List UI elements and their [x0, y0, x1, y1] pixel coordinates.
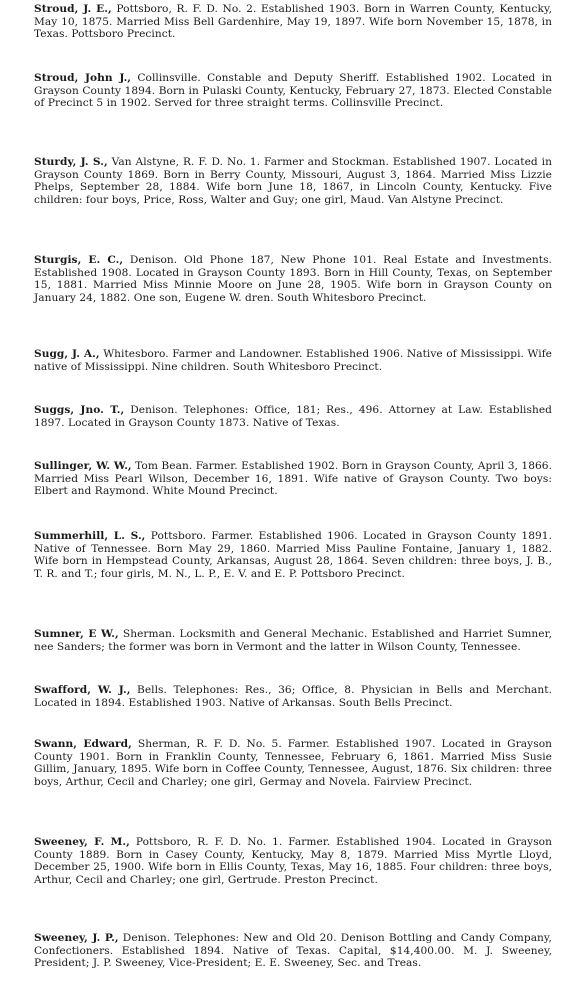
entry-text: Denison. Telephones: Office, 181; Res., 496. Attorney at Law. Established 1897. Located in Grayson County 1873. Native of Texas. [34, 404, 553, 429]
directory-entry [34, 72, 552, 110]
entry-text: Van Alstyne, R. F. D. No. 1. Farmer and Stockman. Established 1907. Located in Grayson County 1869. Born in Berry County, Missouri, August 3, 1864. Married Miss Lizzie Phelps, September 28, 1884. Wife born June 18, 1867, in Lincoln County, Kentucky. Five children: four boys, Price, Ross, Walter and Guy; one girl, Maud. Van Alstyne Precinct. [34, 156, 552, 206]
directory-entry [34, 738, 552, 788]
directory-entry [34, 932, 552, 970]
entry-text: Pottsboro. Farmer. Established 1906. Located in Grayson County 1891. Native of Tennessee. Born May 29, 1860. Married Miss Pauline Fontaine, January 1, 1882. Wife born in Hempstead County, Arkansas, August 28, 1864. Seven children: three boys, J. B., T. R. and T.; four girls, M. N., L. P., E. V. and E. P. Pottsboro Precinct. [34, 530, 552, 580]
directory-entry [34, 156, 552, 206]
directory-entry [34, 836, 552, 886]
directory-entry [34, 3, 552, 41]
entry-text: Pottsboro, R. F. D. No. 1. Farmer. Established 1904. Located in Grayson County 1889. Born in Casey County, Kentucky, May 8, 1879. Married Miss Myrtle Lloyd, December 25, 1900. Wife born in Ellis County, Texas, May 16, 1885. Four children: three boys, Arthur, Cecil and Charley; one girl, Gertrude. Preston Precinct. [34, 836, 552, 886]
entry-name: Sullinger, W. W., [34, 460, 132, 472]
entry-text: Whitesboro. Farmer and Landowner. Established 1906. Native of Mississippi. Wife native of Mississippi. Nine children. South Whitesboro Precinct. [34, 348, 553, 373]
entry-name: Sturdy, J. S., [34, 156, 108, 168]
entry-name: Sugg, J. A., [34, 348, 100, 360]
directory-entry [34, 348, 552, 373]
entry-name: Suggs, Jno. T., [34, 404, 125, 416]
entry-text: Denison. Old Phone 187, New Phone 101. Real Estate and Investments. Established 1908. Located in Grayson County 1893. Born in Hill County, Texas, on September 15, 1881. Married Miss Minnie Moore on June 28, 1905. Wife born in Grayson County on January 24, 1882. One son, Eugene W. dren. South Whitesboro Precinct. [34, 254, 552, 304]
entry-name: Sumner, E W., [34, 628, 119, 640]
entry-name: Sweeney, J. P., [34, 932, 119, 944]
entry-name: Stroud, John J., [34, 72, 132, 84]
directory-entry [34, 628, 552, 653]
directory-entry [34, 254, 552, 304]
entry-name: Sturgis, E. C., [34, 254, 124, 266]
entry-text: Denison. Telephones: New and Old 20. Denison Bottling and Candy Company, Confectioners. Established 1894. Native of Texas. Capital, $14,400.00. M. J. Sweeney, President; J. P. Sweeney, Vice-President; E. E. Sweeney, Sec. and Treas. [34, 932, 552, 970]
directory-entry [34, 684, 552, 709]
entry-text: Sherman, R. F. D. No. 5. Farmer. Established 1907. Located in Grayson County 1901. Born in Franklin County, Tennessee, February 6, 1861. Married Miss Susie Gillim, January, 1895. Wife born in Coffee County, Tennessee, August, 1876. Six children: three boys, Arthur, Cecil and Charley; one girl, Germay and Novela. Fairview Precinct. [34, 738, 552, 788]
entry-text: Bells. Telephones: Res., 36; Office, 8. Physician in Bells and Merchant. Located in 1894. Established 1903. Native of Arkansas. South Bells Precinct. [34, 684, 553, 709]
entry-name: Sweeney, F. M., [34, 836, 130, 848]
entry-name: Stroud, J. E., [34, 3, 112, 15]
entry-text: Sherman. Locksmith and General Mechanic. Established and Harriet Sumner, nee Sanders; the former was born in Vermont and the latter in Wilson County, Tennessee. [34, 628, 552, 653]
entry-name: Summerhill, L. S., [34, 530, 146, 542]
entry-text: Tom Bean. Farmer. Established 1902. Born in Grayson County, April 3, 1866. Married Miss Pearl Wilson, December 16, 1891. Wife native of Grayson County. Two boys: Elbert and Raymond. White Mound Precinct. [34, 460, 552, 498]
directory-entry [34, 460, 552, 498]
entry-name: Swafford, W. J., [34, 684, 131, 696]
entry-text: Pottsboro, R. F. D. No. 2. Established 1903. Born in Warren County, Kentucky, May 10, 1875. Married Miss Bell Gardenhire, May 19, 1897. Wife born November 15, 1878, in Texas. Pottsboro Precinct. [34, 3, 552, 41]
directory-entry [34, 404, 552, 429]
entry-name: Swann, Edward, [34, 738, 132, 750]
entry-text: Collinsville. Constable and Deputy Sheriff. Established 1902. Located in Grayson County 1894. Born in Pulaski County, Kentucky, February 27, 1873. Elected Constable of Precinct 5 in 1902. Served for three straight terms. Collinsville Precinct. [34, 72, 553, 110]
directory-entry [34, 530, 552, 580]
